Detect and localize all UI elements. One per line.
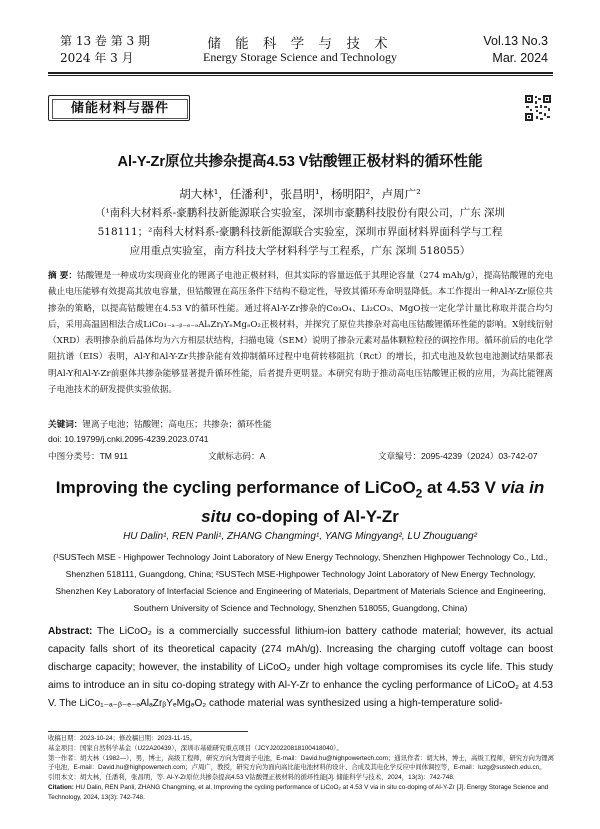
en-abstract-label: Abstract: (48, 626, 93, 637)
footnote-citation (48, 783, 558, 803)
en-title-text: Improving the cycling performance of LiCoO (55, 478, 416, 497)
footnote-rule (48, 731, 248, 732)
qr-code-icon (524, 94, 552, 122)
section-tag: 储能材料与器件 (52, 99, 188, 119)
cn-keywords-text: 锂离子电池；钴酸锂；高电压；共掺杂；循环性能 (82, 420, 272, 430)
cn-affiliations (50, 204, 550, 261)
cn-title: Al-Y-Zr原位共掺杂提高4.53 V钴酸锂正极材料的循环性能 (117, 154, 483, 170)
clc-number: 中图分类号：TM 911 (48, 451, 129, 461)
cn-affiliation-line: （¹南科大材料系-豪鹏科技新能源联合实验室，深圳市豪鹏科技股份有限公司，广东 深圳 (94, 207, 506, 219)
article-number: 文章编号：2095-4239（2024）03-742-07 (378, 451, 538, 461)
footnote-fund: 基金项目：国家自然科学基金（U22A20439），深圳市基础研究重点项目（JCYJ20220818100418040）。 (48, 744, 343, 752)
en-abstract-text: The LiCoO₂ is a commercially successful lithium-ion battery cathode material; however, its actual capacity falls short of its theoretical capacity (274 mAh/g). Increasing the charging cutoff voltage can boost discharge capacity; however, the instability of LiCoO₂ under high voltage compromises its cycle life. This study aims to introduce an in situ co-doping strategy with Al-Y-Zr to enhance the cycling performance of LiCoO₂ at 4.53 V. The LiCo₁₋ₐ₋ᵦ₋ₑ₋ₔAlₐZrᵦYₑMgₔO₂ cathode material was synthesized using a high-temperature solid- (48, 626, 553, 709)
en-title-subscript: 2 (415, 486, 423, 501)
document-code: 文献标志码：A (208, 451, 266, 461)
cn-keywords (48, 418, 553, 430)
footnote-cite-cn: 引用本文：胡大林，任潘利，张昌明，等. Al-Y-Zr原位共掺杂提高4.53 V钴酸锂正极材料的循环性能[J]. 储能科学与技术，2024，13(3)：742-748. (48, 774, 455, 782)
cn-affiliation-line: 518111；²南科大材料系-豪鹏科技新能源联合实验室，深圳市界面材料界面科学与工程 (97, 226, 503, 238)
cn-abstract-text: 钴酸锂是一种成功实现商业化的锂离子电池正极材料，但其实际的容量远低于其理论容量（274 mAh/g），提高钴酸锂的充电截止电压能够有效提高其放电容量，但钴酸锂在高压条件下结构不稳定性，导致其循环寿命明显降低。本工作提出一种Al-Y-Zr原位共掺杂的策略，以提高钴酸锂在4.53 V的循环性能。通过将Al-Y-Zr掺杂的Co₃O₄、Li₂CO₃、MgO按一定化学计量比称取并混合均匀后，采用高温固相法合成LiCo₁₋ₐ₋ᵦ₋ₑ₋ₔAlₐZrᵦYₑMgₔO₂正极材料，并探究了原位共掺杂对高电压钴酸锂循环性能的影响。X射线衍射（XRD）表明掺杂前后晶体均为六方相层状结构，扫描电镜（SEM）说明了掺杂元素对晶体颗粒粒径的调控作用。循环前后的电化学阻抗谱（EIS）表明，Al-Y和Al-Y-Zr共掺杂能有效抑制循环过程中电荷转移阻抗（Rct）的增长，扣式电池及软包电池测试结果都表明Al-Y和Al-Y-Zr前驱体共掺杂能够显著提升循环性能，后者提升更明显。本研究有助于推动高电压钴酸锂正极的应用，为高比能锂离子电池技术的研发提供实验依据。 (48, 271, 554, 396)
doi: doi: 10.19799/j.cnki.2095-4239.2023.0741 (48, 434, 209, 444)
en-title-italic: situ (201, 507, 232, 527)
header-en-volume: Vol.13 No.3 (483, 34, 548, 48)
header-rule-thin (48, 75, 553, 76)
cn-authors: 胡大林¹，任潘利¹，张昌明¹，杨明阳²，卢周广² (179, 187, 421, 201)
en-abstract (48, 623, 553, 713)
citation-text: HU Dalin, REN Panli, ZHANG Changming, et al. Improving the cycling performance of LiCoO₂ at 4.53 V via in situ co-doping of Al-Y-Zr [J]. Energy Storage Science and Technology, 2024, 13(3): 742-748. (48, 783, 549, 801)
header-en-journal: Energy Storage Science and Technology (203, 50, 397, 64)
citation-label: Citation: (48, 783, 74, 791)
header-right (483, 33, 548, 67)
header-left (60, 33, 150, 67)
en-authors: HU Dalin¹, REN Panli¹, ZHANG Changming¹, YANG Mingyang², LU Zhouguang² (123, 531, 477, 542)
en-title-text: at 4.53 V (422, 478, 501, 497)
footnote-author: 第一作者：胡大林（1982—），男，博士，高级工程师，研究方向为锂离子电池，E-mail：David.hu@highpowertech.com；通讯作者：胡大林，博士，高级工程师，研究方向为锂离子电池，E-mail：David.hu@highpowertech.com；卢周广，教授，研究方向为面向高比能电池材料的设计、合成及其电化学反应中间体调控等，E-mail：luzg@sustech.edu.cn。 (48, 754, 555, 772)
footnote-received: 收稿日期：2023-10-24；修改稿日期：2023-11-15。 (48, 735, 196, 742)
cn-keywords-label: 关键词： (48, 420, 83, 430)
en-title (40, 476, 560, 528)
en-title-text: co-doping of Al-Y-Zr (231, 507, 399, 527)
en-title-italic: via in (500, 478, 545, 497)
header-cn-journal: 储 能 科 学 与 技 术 (207, 36, 393, 52)
cn-affiliation-line: 应用重点实验室，南方科技大学材料科学与工程系，广东 深圳 518055） (129, 245, 471, 257)
cn-abstract (48, 268, 553, 398)
header-en-date: Mar. 2024 (492, 51, 548, 65)
footnotes (48, 734, 558, 803)
header-cn-date: 2024 年 3 月 (60, 51, 134, 65)
header-rule-thick (48, 72, 553, 74)
cn-abstract-label: 摘 要： (48, 271, 78, 281)
en-affiliations: (¹SUSTech MSE - Highpower Technology Joint Laboratory of New Energy Technology, Shenzhen Highpower Technology Co., Ltd., Shenzhen 518111, Guangdong, China; ²SUSTech MSE-Highpower Technology Joint Laboratory of New Energy Technology, Shenzhen Key Laboratory of Interfacial Science and Engineering of Materials, Department of Materials Science and Engineering, Southern University of Science and Technology, Shenzhen 518055, Guangdong, China) (53, 552, 548, 613)
header-cn-volume: 第 13 卷 第 3 期 (60, 34, 150, 48)
